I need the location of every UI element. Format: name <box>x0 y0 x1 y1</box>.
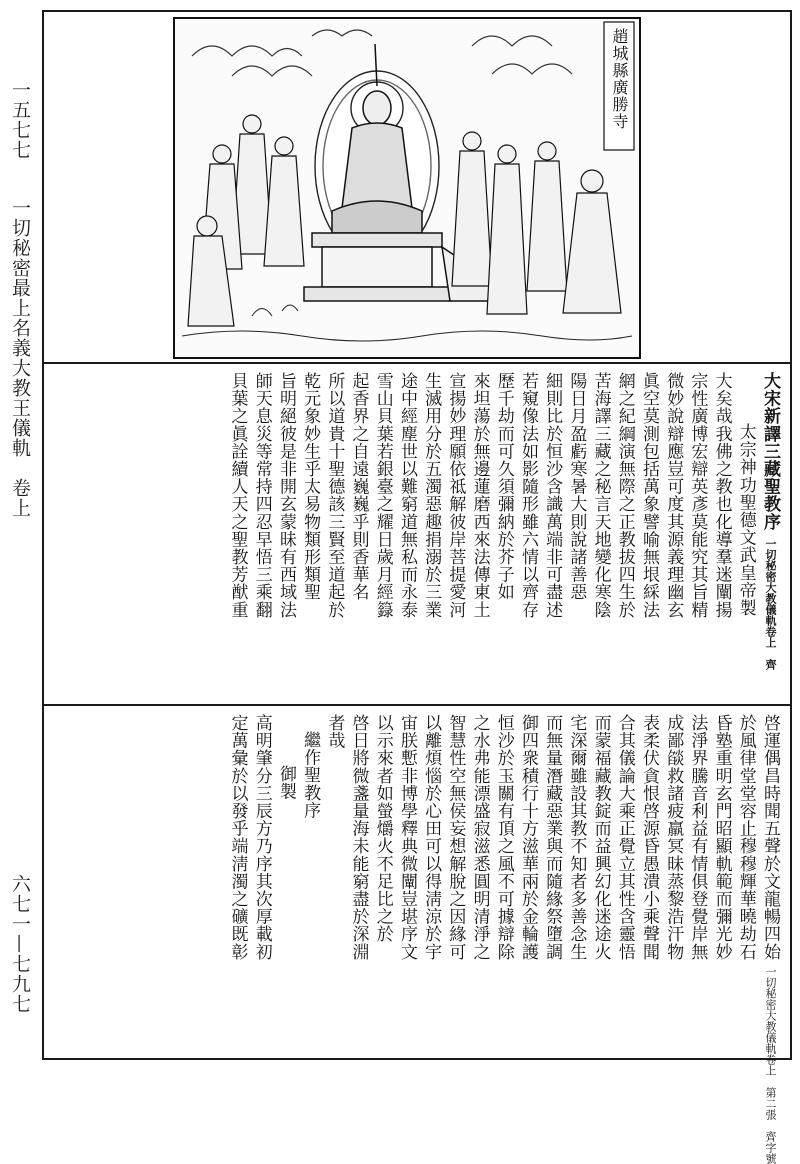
text-column: 啓日將微盞量海未能窮盡於深淵 <box>348 714 369 961</box>
text-column: 繼作聖教序 <box>300 731 321 819</box>
text-column: 表柔伏貪恨啓源昏愚潰小乘聲聞 <box>638 714 659 961</box>
text-column: 者哉 <box>324 714 345 750</box>
text-column: 太宗神功聖德文武皇帝製 <box>735 423 756 617</box>
text-column: 昏塾重明玄門昭顯軌範而彌光妙 <box>711 714 732 961</box>
preface-panel-upper <box>225 372 782 694</box>
text-column: 網之紀綱演無際之正教拔四生於 <box>614 372 635 619</box>
text-column: 微妙說辯應豈可度其源義理幽玄 <box>663 372 684 619</box>
text-column: 宗性廣博宏辯英彥莫能究其旨精 <box>687 372 708 619</box>
text-column: 智慧性空無侯妄想解脫之因緣可 <box>445 714 466 961</box>
volume-number: 一五七七 <box>9 80 31 160</box>
text-column: 貝葉之眞詮續人天之聖教芳猷重 <box>227 372 248 619</box>
woodcut-illustration <box>172 16 642 360</box>
text-column: 啓運偶昌時聞五聲於文龍暢四始一切秘密大教儀軌卷上 第二張 齊字號 <box>760 714 780 1164</box>
text-column: 雪山貝葉若銀臺之耀日歲月經籙 <box>372 372 393 619</box>
text-column: 起香界之自遠巍巍乎則香華名 <box>348 372 369 601</box>
text-column: 途中經塵世以難窮道無私而永泰 <box>396 372 417 619</box>
text-column: 旨明絕彼是非開玄蒙昧有西域法 <box>275 372 296 619</box>
section-divider <box>42 362 792 364</box>
text-column: 大矣哉我佛之教也化導羣迷闡揚 <box>711 372 732 619</box>
text-column: 法淨界騰音利益有情俱登覺岸無 <box>687 714 708 961</box>
text-column: 之水弗能漂盛寂滋悉圓明清淨之 <box>469 714 490 961</box>
text-column: 宙朕慙非博學釋典微闡豈堪序文 <box>396 714 417 961</box>
text-column: 歷千劫而可久須彌納於芥子如 <box>493 372 514 601</box>
text-column: 細則比於恒沙含識萬端非可盡述 <box>542 372 563 619</box>
text-column: 恒沙於玉關有頂之風不可據辯除 <box>493 714 514 961</box>
text-column: 所以道貴十聖德該三賢至道起於 <box>324 372 345 619</box>
text-column: 來坦蕩於無邊蓮磨西來法傳東土 <box>469 372 490 619</box>
illustration-caption: 趙城縣廣勝寺 <box>610 28 629 130</box>
text-column: 於風律堂堂容止穆穆輝華曉劫石 <box>735 714 756 961</box>
text-column: 師天息災等常持四忍早悟三乘翻 <box>251 372 272 619</box>
text-column: 生滅用分於五濁惡趣捐溺於三業 <box>421 372 442 619</box>
text-column: 合其儀論大乘正覺立其性含靈悟 <box>614 714 635 961</box>
text-column: 眞空莫測包括萬象譬喻無垠綵法 <box>638 372 659 619</box>
text-column: 而蒙福藏教錠而益興幻化迷途火 <box>590 714 611 961</box>
text-column: 若窺像法如影隨形雖六情以齊存 <box>517 372 538 619</box>
text-column: 高明肇分三辰方乃序其次厚載初 <box>251 714 272 961</box>
preface-panel-lower <box>225 714 782 1164</box>
section-divider <box>42 704 792 706</box>
text-column: 御製 <box>275 765 296 801</box>
text-column: 苦海譯三藏之秘言天地變化寒陰 <box>590 372 611 619</box>
page-reference: 六七一—七九七 <box>9 874 31 1014</box>
text-column: 宣揚妙理願依祗解彼岸菩提愛河 <box>445 372 466 619</box>
text-column: 成鄙燄救諸疲羸冥昧蒸黎浩汗物 <box>663 714 684 961</box>
book-title: 一切秘密最上名義大教王儀軌 卷上 <box>9 198 31 518</box>
text-column: 定萬彙於以發乎端淸濁之礦既彰 <box>227 714 248 961</box>
text-column: 以示來者如螢爝火不足比之於 <box>372 714 393 943</box>
header-note: 一切秘密大教儀軌卷上 齊 <box>764 538 777 671</box>
text-column: 乾元象妙生乎太易物類形類聖 <box>300 372 321 601</box>
text-column: 以離煩惱於心田可以得淸涼於宇 <box>421 714 442 961</box>
text-column: 而無量潛藏惡業與而隨緣祭墮調 <box>542 714 563 961</box>
header-note: 一切秘密大教儀軌卷上 第二張 齊字號 <box>764 966 777 1164</box>
text-column: 御四衆積行十方滋華兩於金輪護 <box>517 714 538 961</box>
text-column: 大宋新譯三藏聖教序一切秘密大教儀軌卷上 齊 <box>760 372 780 671</box>
buddha-assembly-woodcut <box>172 16 642 360</box>
text-column: 宅深爾雖設其教不知者多善念生 <box>566 714 587 961</box>
text-column: 陽日月盈虧寒暑大則說諸善惡 <box>566 372 587 601</box>
